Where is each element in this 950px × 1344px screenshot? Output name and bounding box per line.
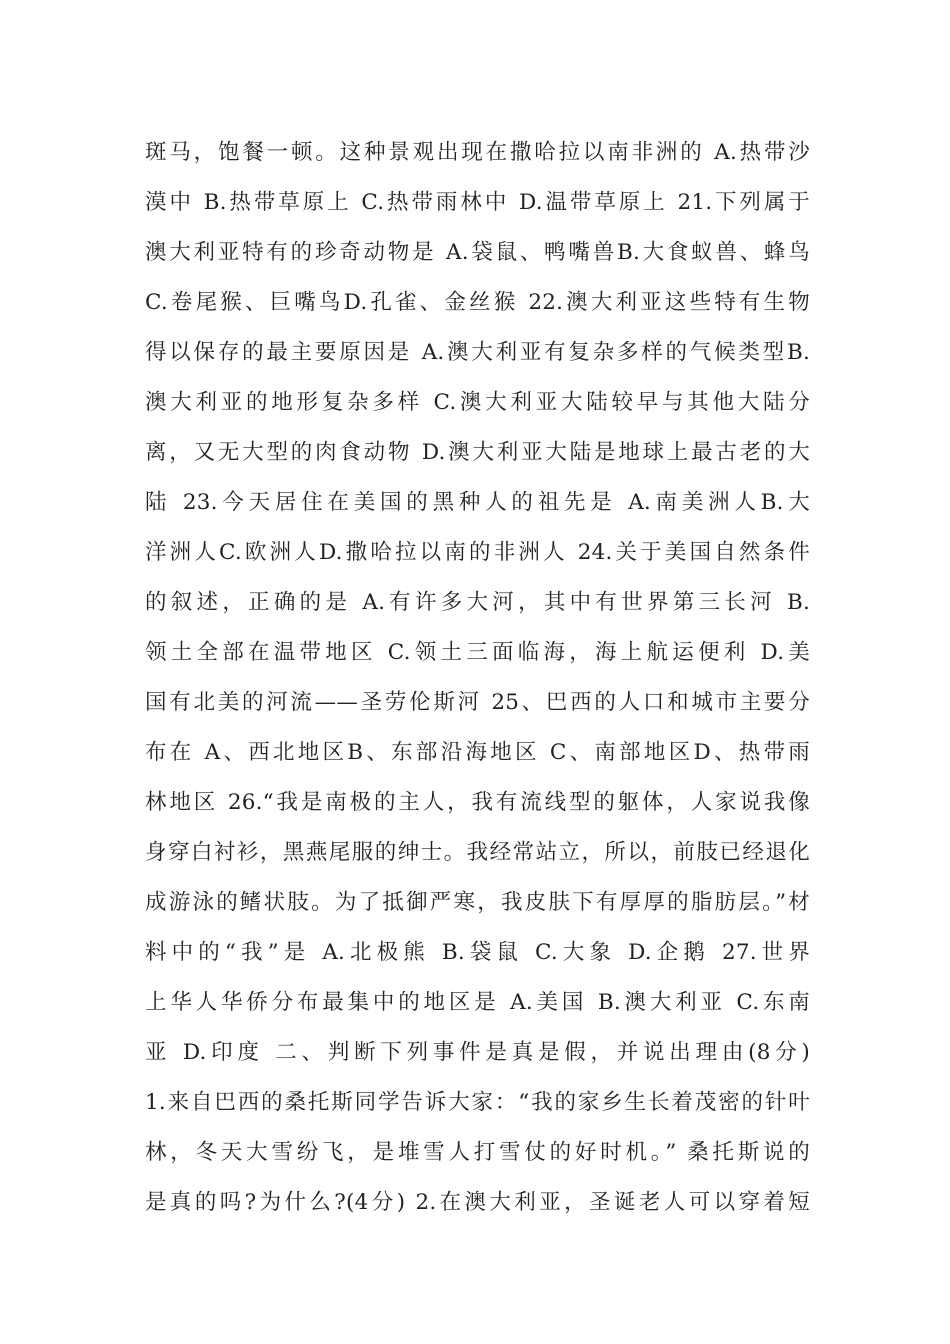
- text-line: 漠中 B.热带草原上 C.热带雨林中 D.温带草原上 21.下列属于: [145, 190, 810, 215]
- text-line: 林，冬天大雪纷飞，是堆雪人打雪仗的好时机。” 桑托斯说的: [145, 1140, 810, 1165]
- text-line: 澳大利亚的地形复杂多样 C.澳大利亚大陆较早与其他大陆分: [145, 390, 810, 415]
- text-line: C.卷尾猴、巨嘴鸟D.孔雀、金丝猴 22.澳大利亚这些特有生物: [145, 290, 810, 315]
- text-line: 澳大利亚特有的珍奇动物是 A.袋鼠、鸭嘴兽B.大食蚁兽、蜂鸟: [145, 240, 810, 265]
- text-line: 斑马，饱餐一顿。这种景观出现在撒哈拉以南非洲的 A.热带沙: [145, 140, 810, 165]
- text-line: 离，又无大型的肉食动物 D.澳大利亚大陆是地球上最古老的大: [145, 440, 810, 465]
- text-line: 陆 23.今天居住在美国的黑种人的祖先是 A.南美洲人B.大: [145, 490, 810, 515]
- text-line: 国有北美的河流——圣劳伦斯河 25、巴西的人口和城市主要分: [145, 690, 810, 715]
- text-line: 料中的“我”是 A.北极熊 B.袋鼠 C.大象 D.企鹅 27.世界: [145, 940, 810, 965]
- text-line: 布在 A、西北地区B、东部沿海地区 C、南部地区D、热带雨: [145, 740, 810, 765]
- text-line: 上华人华侨分布最集中的地区是 A.美国 B.澳大利亚 C.东南: [145, 990, 810, 1015]
- document-body: [145, 128, 810, 1228]
- text-line: 成游泳的鳍状肢。为了抵御严寒，我皮肤下有厚厚的脂肪层。”材: [145, 890, 810, 915]
- text-line: 得以保存的最主要原因是 A.澳大利亚有复杂多样的气候类型B.: [145, 340, 810, 365]
- text-line: 林地区 26.“我是南极的主人，我有流线型的躯体，人家说我像: [145, 790, 810, 815]
- text-line: 1.来自巴西的桑托斯同学告诉大家：“我的家乡生长着茂密的针叶: [145, 1090, 810, 1115]
- text-line: 是真的吗?为什么?(4分) 2.在澳大利亚，圣诞老人可以穿着短: [145, 1190, 810, 1215]
- text-line: 的叙述，正确的是 A.有许多大河，其中有世界第三长河 B.: [145, 590, 810, 615]
- text-line: 身穿白衬衫，黑燕尾服的绅士。我经常站立，所以，前肢已经退化: [145, 840, 810, 865]
- text-line: 洋洲人C.欧洲人D.撒哈拉以南的非洲人 24.关于美国自然条件: [145, 540, 810, 565]
- text-line: 亚 D.印度 二、判断下列事件是真是假，并说出理由(8分): [145, 1040, 810, 1065]
- text-line: 领土全部在温带地区 C.领土三面临海，海上航运便利 D.美: [145, 640, 810, 665]
